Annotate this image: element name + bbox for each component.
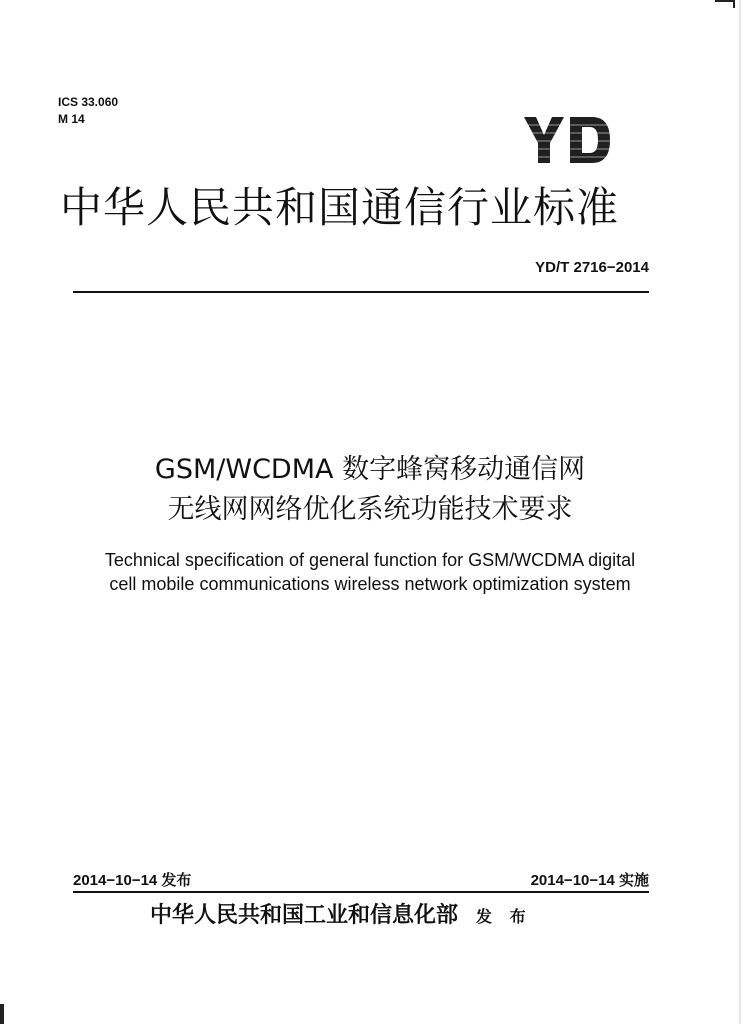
publish-verb: 发 布 bbox=[476, 907, 532, 926]
scan-corner-mark bbox=[715, 0, 735, 8]
standard-title-chinese bbox=[60, 450, 680, 530]
standard-number: YD/T 2716−2014 bbox=[535, 259, 649, 276]
ics-code: ICS 33.060 bbox=[58, 95, 119, 109]
title-en-line-2: cell mobile communications wireless network optimization system bbox=[109, 574, 631, 594]
title-en-line-1: Technical specification of general function for GSM/WCDMA digital bbox=[104, 550, 636, 570]
issuing-authority-title: 中华人民共和国通信行业标准 bbox=[60, 183, 620, 232]
ccs-code: M 14 bbox=[58, 112, 85, 126]
implementation-date: 2014−10−14 实施 bbox=[530, 872, 649, 889]
yd-logo-icon bbox=[522, 113, 612, 167]
header-divider bbox=[73, 291, 649, 293]
scan-corner-mark-bottom bbox=[0, 1004, 4, 1024]
standard-title-english bbox=[30, 548, 710, 596]
publisher-name: 中华人民共和国工业和信息化部 bbox=[150, 902, 459, 928]
footer-divider bbox=[73, 891, 649, 893]
title-cn-line-2: 无线网网络优化系统功能技术要求 bbox=[167, 494, 573, 525]
title-cn-line-1: GSM/WCDMA 数字蜂窝移动通信网 bbox=[154, 454, 586, 485]
publisher-line bbox=[150, 900, 590, 932]
classification-codes bbox=[58, 94, 118, 128]
issue-date: 2014−10−14 发布 bbox=[73, 872, 192, 889]
